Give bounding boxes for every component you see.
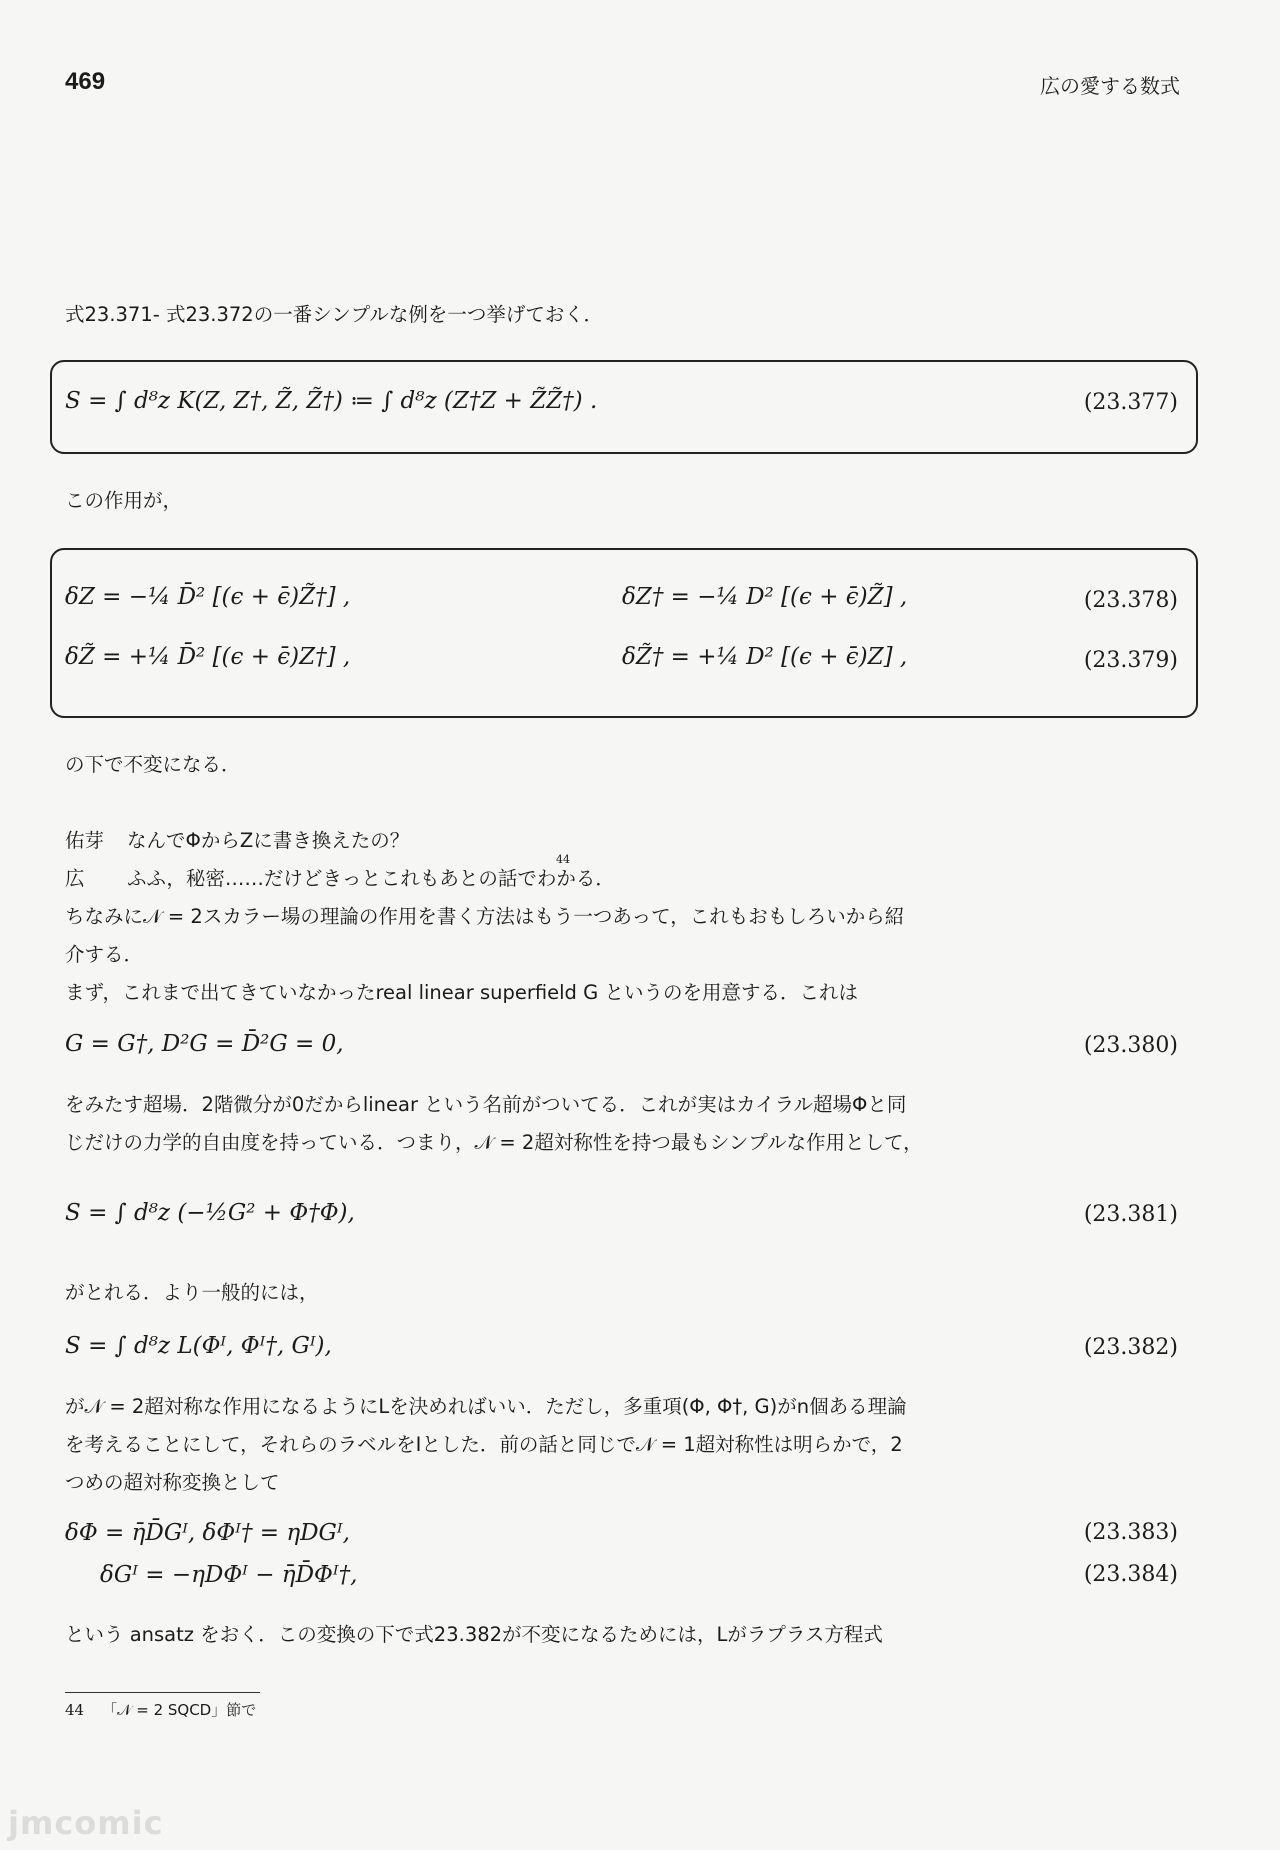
equation-23-381: S = ∫ d⁸z (−½G² + Φ†Φ), <box>65 1200 355 1226</box>
equation-number: (23.377) <box>1083 390 1178 415</box>
equation-number: (23.384) <box>1083 1562 1178 1587</box>
paragraph: 式23.371- 式23.372の一番シンプルな例を一つ挙げておく． <box>65 303 604 326</box>
paragraph: ちなみに𝒩 = 2スカラー場の理論の作用を書く方法はもう一つあって，これもおもしろいから紹 <box>65 905 905 928</box>
footnote-text: 「𝒩 = 2 SQCD」節で <box>102 1701 257 1719</box>
dialogue-line <box>65 822 1205 860</box>
footnote <box>65 1699 256 1720</box>
paragraph: 介する． <box>65 943 144 966</box>
equation-number: (23.383) <box>1083 1520 1178 1545</box>
equation-23-380: G = G†, D²G = D̄²G = 0, <box>65 1031 344 1057</box>
page-number: 469 <box>65 68 106 95</box>
equation-box <box>50 548 1198 718</box>
watermark-logo: jmcomic <box>8 1804 164 1842</box>
equation-23-382: S = ∫ d⁸z L(Φᴵ, Φᴵ†, Gᴵ), <box>65 1333 332 1359</box>
footnote-number: 44 <box>65 1701 85 1719</box>
equation-23-377: S = ∫ d⁸z K(Z, Z†, Z̃, Z̃†) ≔ ∫ d⁸z (Z†Z + Z̃Z̃†) . <box>65 388 598 414</box>
paragraph: つめの超対称変換として <box>65 1471 280 1494</box>
paragraph: を考えることにして，それらのラベルをIとした．前の話と同じで𝒩 = 1超対称性は明らかで，2 <box>65 1433 903 1456</box>
paragraph: まず，これまで出てきていなかったreal linear superfield G というのを用意する．これは <box>65 981 858 1004</box>
paragraph: この作用が， <box>65 489 183 512</box>
equation-23-383: δΦ = η̄D̄Gᴵ, δΦᴵ† = ηDGᴵ, <box>65 1520 350 1546</box>
equation-23-378-left: δZ = −¼ D̄² [(ϵ + ϵ̄)Z̃†] , <box>65 584 351 610</box>
footnote-divider <box>65 1692 260 1693</box>
running-title: 広の愛する数式 <box>1040 74 1180 98</box>
equation-23-379-right: δZ̃† = +¼ D² [(ϵ + ϵ̄)Z] , <box>622 644 908 670</box>
paragraph: がとれる．より一般的には， <box>65 1281 319 1304</box>
equation-23-384: δGᴵ = −ηDΦᴵ − η̄D̄Φᴵ†, <box>100 1562 358 1588</box>
paragraph: の下で不変になる． <box>65 753 241 776</box>
dialogue-line <box>65 860 1205 898</box>
equation-number: (23.380) <box>1083 1033 1178 1058</box>
speaker-name: 広 <box>65 867 85 890</box>
equation-23-379-left: δZ̃ = +¼ D̄² [(ϵ + ϵ̄)Z†] , <box>65 644 351 670</box>
equation-number: (23.378) <box>1083 588 1178 613</box>
paragraph: をみたす超場．2階微分が0だからlinear という名前がついてる．これが実はカイラル超場Φと同 <box>65 1093 907 1116</box>
dialogue-text: なんでΦからZに書き換えたの？ <box>127 829 410 852</box>
paragraph: という ansatz をおく．この変換の下で式23.382が不変になるためには，Lがラプラス方程式 <box>65 1623 883 1646</box>
dialogue-text: ふふ，秘密……だけどきっとこれもあとの話でわかる． <box>127 867 615 890</box>
equation-number: (23.379) <box>1083 648 1178 673</box>
equation-number: (23.381) <box>1083 1202 1178 1227</box>
equation-23-378-right: δZ† = −¼ D² [(ϵ + ϵ̄)Z̃] , <box>622 584 908 610</box>
paragraph: が𝒩 = 2超対称な作用になるようにLを決めればいい．ただし，多重項(Φ, Φ†, G)がn個ある理論 <box>65 1395 907 1418</box>
speaker-name: 佑芽 <box>65 829 105 852</box>
footnote-reference: 44 <box>556 853 570 866</box>
paragraph: じだけの力学的自由度を持っている．つまり，𝒩 = 2超対称性を持つ最もシンプルな作用として， <box>65 1131 923 1154</box>
equation-number: (23.382) <box>1083 1335 1178 1360</box>
